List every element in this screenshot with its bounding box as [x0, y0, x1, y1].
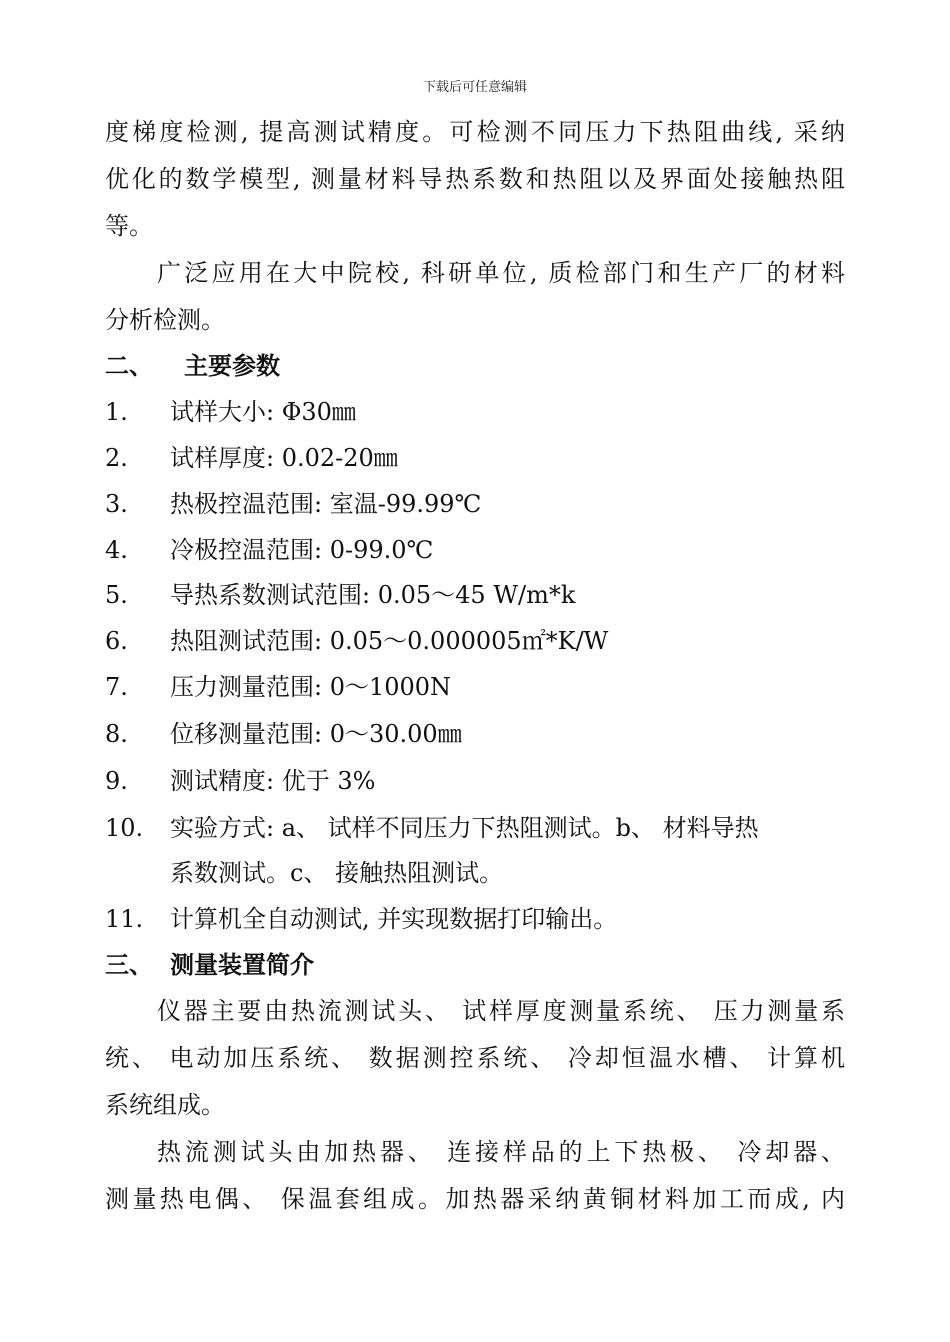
param-text: 试样厚度: 0.02-20㎜	[170, 444, 398, 472]
param-number: 8.	[105, 720, 128, 748]
section-number: 三、	[105, 951, 153, 979]
section-title: 测量装置简介	[170, 951, 314, 979]
device-line-2: 统、 电动加压系统、 数据测控系统、 冷却恒温水槽、 计算机	[105, 1044, 845, 1072]
param-text: 热阻测试范围: 0.05～0.000005㎡*K/W	[170, 627, 609, 655]
intro-line-3: 等。	[105, 212, 153, 240]
application-line-2: 分析检测。	[105, 306, 225, 334]
section-title: 主要参数	[184, 352, 280, 380]
param-text: 实验方式: a、 试样不同压力下热阻测试。b、 材料导热	[170, 814, 759, 842]
page-header: 下载后可任意编辑	[422, 80, 527, 95]
param-text: 位移测量范围: 0～30.00㎜	[170, 720, 462, 748]
section-number: 二、	[105, 352, 153, 380]
param-number: 7.	[105, 673, 128, 701]
param-number: 4.	[105, 536, 128, 564]
param-number: 5.	[105, 581, 128, 609]
param-text: 压力测量范围: 0～1000N	[170, 673, 452, 701]
head-line-2: 测量热电偶、 保温套组成。加热器采纳黄铜材料加工而成, 内	[105, 1185, 845, 1213]
param-text: 导热系数测试范围: 0.05～45 W/m*k	[170, 581, 576, 609]
param-number: 1.	[105, 398, 128, 426]
param-number: 2.	[105, 444, 128, 472]
device-line-1: 仪器主要由热流测试头、 试样厚度测量系统、 压力测量系	[157, 997, 845, 1025]
intro-line-2: 优化的数学模型, 测量材料导热系数和热阻以及界面处接触热阻	[105, 165, 845, 193]
param-text: 计算机全自动测试, 并实现数据打印输出。	[170, 905, 618, 933]
section-heading-main-params	[105, 350, 845, 382]
param-number: 3.	[105, 490, 128, 518]
param-number: 11.	[105, 905, 144, 933]
intro-line-1: 度梯度检测, 提高测试精度。可检测不同压力下热阻曲线, 采纳	[105, 118, 845, 146]
param-number: 9.	[105, 767, 128, 795]
head-line-1: 热流测试头由加热器、 连接样品的上下热极、 冷却器、	[157, 1138, 845, 1166]
application-line-1: 广泛应用在大中院校, 科研单位, 质检部门和生产厂的材料	[157, 259, 845, 287]
param-text: 热极控温范围: 室温-99.99℃	[170, 490, 482, 518]
param-number: 6.	[105, 627, 128, 655]
param-10-continuation: 系数测试。c、 接触热阻测试。	[170, 859, 504, 887]
section-heading-device-intro	[105, 949, 845, 981]
param-text: 冷极控温范围: 0-99.0℃	[170, 536, 434, 564]
param-number: 10.	[105, 814, 144, 842]
param-text: 测试精度: 优于 3%	[170, 767, 376, 795]
device-line-3: 系统组成。	[105, 1091, 225, 1119]
param-text: 试样大小: Φ30㎜	[170, 398, 356, 426]
